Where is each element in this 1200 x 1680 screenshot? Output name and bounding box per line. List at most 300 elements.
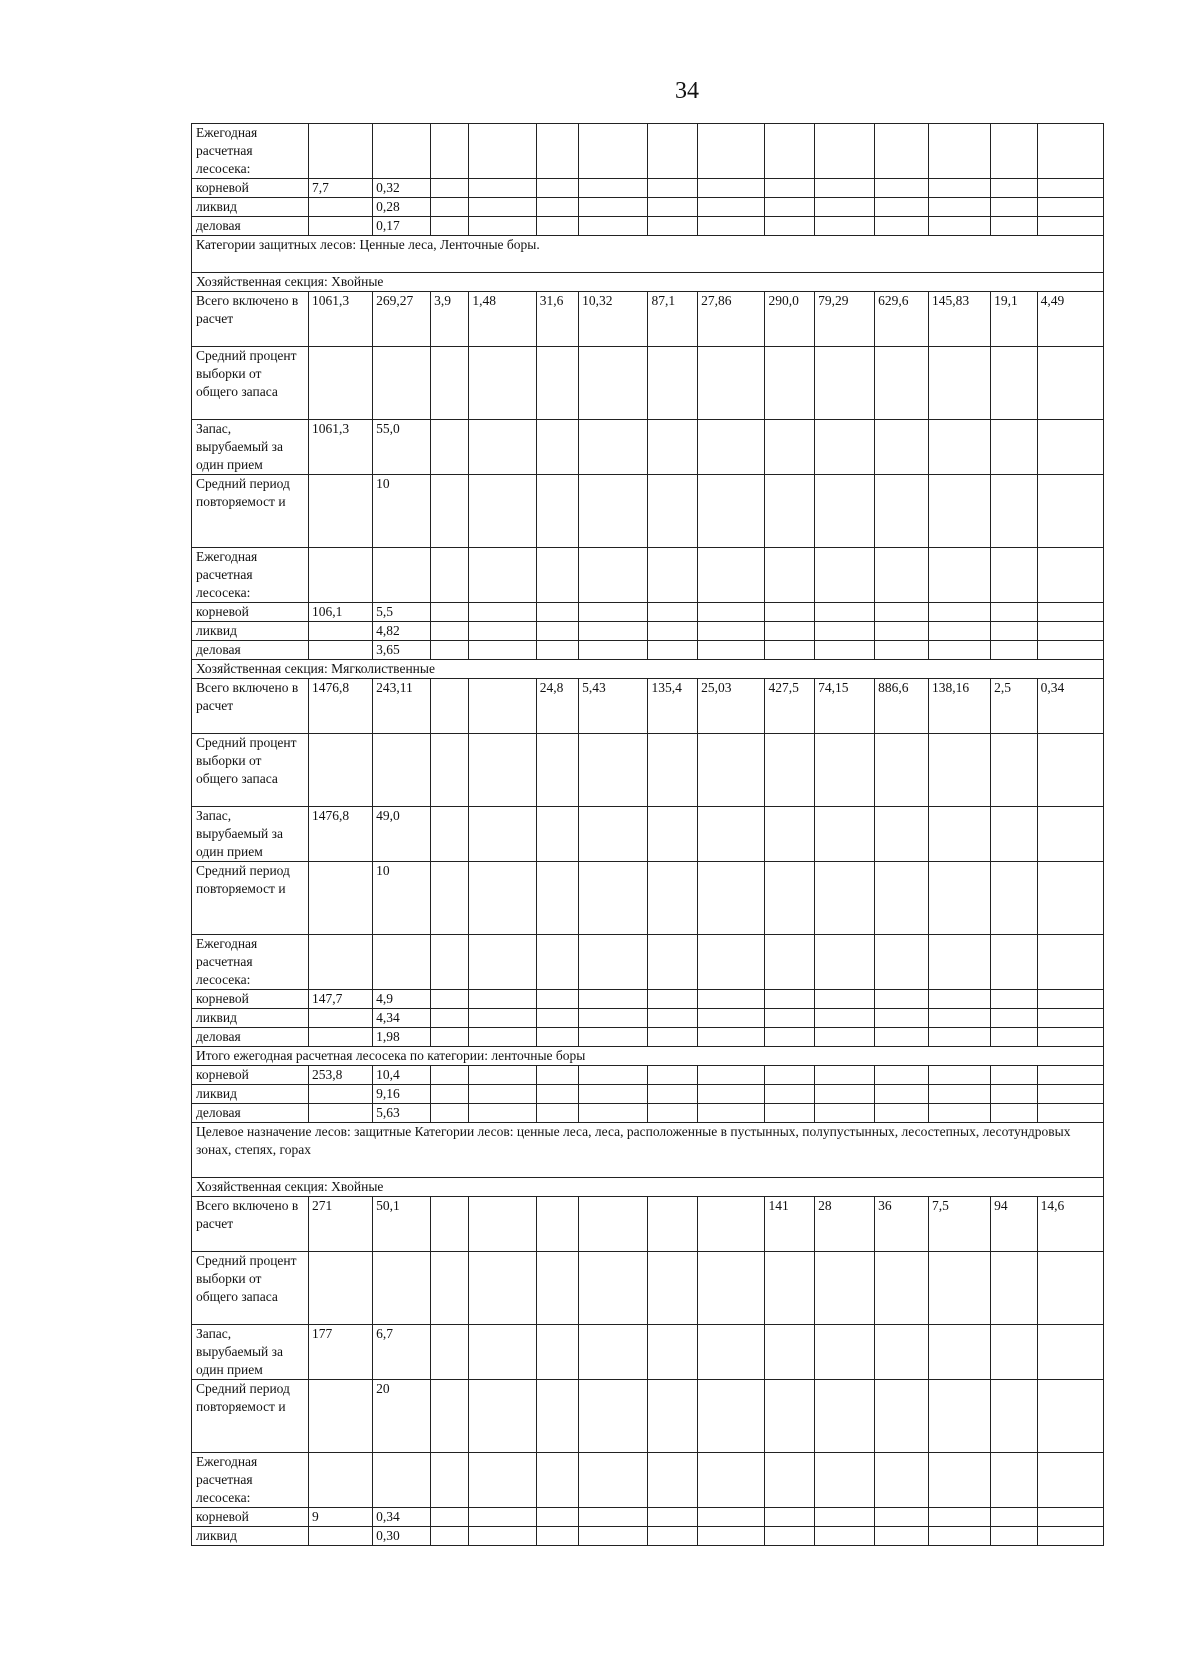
table-cell bbox=[536, 124, 578, 179]
table-cell bbox=[765, 935, 815, 990]
table-cell bbox=[469, 641, 536, 660]
table-cell bbox=[928, 603, 990, 622]
table-cell: 74,15 bbox=[815, 679, 875, 734]
table-cell: 629,6 bbox=[875, 292, 929, 347]
table-cell bbox=[536, 1066, 578, 1085]
table-cell: 4,82 bbox=[373, 622, 431, 641]
table-row bbox=[192, 807, 1104, 862]
table-cell bbox=[579, 347, 648, 420]
table-cell bbox=[928, 1028, 990, 1047]
table-cell bbox=[815, 347, 875, 420]
table-cell bbox=[431, 1252, 469, 1325]
table-cell bbox=[991, 347, 1038, 420]
table-cell bbox=[815, 622, 875, 641]
table-cell: 9,16 bbox=[373, 1085, 431, 1104]
table-cell bbox=[431, 179, 469, 198]
table-cell bbox=[928, 1325, 990, 1380]
table-cell: 4,34 bbox=[373, 1009, 431, 1028]
table-cell bbox=[991, 217, 1038, 236]
table-cell bbox=[579, 420, 648, 475]
table-cell bbox=[536, 1527, 578, 1546]
table-cell bbox=[579, 1325, 648, 1380]
row-label: ликвид bbox=[192, 198, 309, 217]
table-cell bbox=[698, 179, 765, 198]
table-cell bbox=[431, 1104, 469, 1123]
table-cell bbox=[815, 1380, 875, 1453]
section-header-row bbox=[192, 236, 1104, 273]
table-cell bbox=[815, 548, 875, 603]
table-cell bbox=[928, 1252, 990, 1325]
row-label: Ежегодная расчетная лесосека: bbox=[192, 548, 309, 603]
table-cell bbox=[308, 1380, 372, 1453]
table-cell bbox=[431, 622, 469, 641]
table-cell bbox=[648, 217, 698, 236]
table-cell bbox=[991, 622, 1038, 641]
table-cell bbox=[991, 862, 1038, 935]
table-cell bbox=[698, 420, 765, 475]
table-cell bbox=[875, 198, 929, 217]
table-cell bbox=[308, 124, 372, 179]
table-cell bbox=[1037, 807, 1103, 862]
table-cell bbox=[698, 1508, 765, 1527]
table-cell bbox=[648, 1028, 698, 1047]
table-cell bbox=[928, 124, 990, 179]
table-cell bbox=[991, 198, 1038, 217]
cutting-rate-table bbox=[191, 123, 1104, 1546]
table-cell bbox=[648, 347, 698, 420]
table-cell bbox=[698, 935, 765, 990]
table-cell bbox=[875, 217, 929, 236]
section-header-row bbox=[192, 1047, 1104, 1066]
table-cell bbox=[648, 475, 698, 548]
table-cell bbox=[536, 347, 578, 420]
table-cell bbox=[815, 935, 875, 990]
table-cell bbox=[1037, 347, 1103, 420]
table-cell bbox=[875, 1066, 929, 1085]
table-cell bbox=[431, 1197, 469, 1252]
table-cell bbox=[469, 548, 536, 603]
table-cell bbox=[928, 734, 990, 807]
table-cell bbox=[928, 1066, 990, 1085]
table-cell bbox=[373, 935, 431, 990]
table-cell bbox=[815, 1028, 875, 1047]
table-cell bbox=[875, 1380, 929, 1453]
table-cell bbox=[928, 548, 990, 603]
table-cell: 10,4 bbox=[373, 1066, 431, 1085]
table-cell: 25,03 bbox=[698, 679, 765, 734]
table-cell bbox=[579, 475, 648, 548]
table-cell: 5,63 bbox=[373, 1104, 431, 1123]
table-cell bbox=[815, 1085, 875, 1104]
table-cell: 5,43 bbox=[579, 679, 648, 734]
table-cell bbox=[928, 1380, 990, 1453]
section-header: Хозяйственная секция: Мягколиственные bbox=[192, 660, 1104, 679]
table-cell: 147,7 bbox=[308, 990, 372, 1009]
table-cell bbox=[536, 1028, 578, 1047]
row-label: ликвид bbox=[192, 1009, 309, 1028]
table-cell bbox=[308, 198, 372, 217]
table-cell bbox=[875, 622, 929, 641]
table-cell bbox=[698, 475, 765, 548]
row-label: Средний период повторяемост и bbox=[192, 475, 309, 548]
table-cell bbox=[431, 734, 469, 807]
table-cell bbox=[765, 603, 815, 622]
table-cell bbox=[815, 1252, 875, 1325]
table-cell bbox=[431, 641, 469, 660]
table-cell bbox=[536, 990, 578, 1009]
table-row bbox=[192, 603, 1104, 622]
table-cell: 4,9 bbox=[373, 990, 431, 1009]
table-cell bbox=[648, 1325, 698, 1380]
table-cell bbox=[698, 548, 765, 603]
table-cell bbox=[875, 1527, 929, 1546]
table-cell bbox=[928, 217, 990, 236]
table-cell bbox=[648, 990, 698, 1009]
section-header-row bbox=[192, 273, 1104, 292]
table-cell bbox=[875, 1325, 929, 1380]
table-cell bbox=[698, 1085, 765, 1104]
table-cell bbox=[991, 1508, 1038, 1527]
table-row bbox=[192, 347, 1104, 420]
table-row bbox=[192, 1380, 1104, 1453]
table-cell bbox=[431, 1009, 469, 1028]
table-cell bbox=[765, 1527, 815, 1546]
table-cell: 36 bbox=[875, 1197, 929, 1252]
table-cell bbox=[928, 1104, 990, 1123]
table-cell bbox=[536, 179, 578, 198]
table-cell bbox=[431, 1380, 469, 1453]
table-cell bbox=[765, 475, 815, 548]
table-cell bbox=[469, 124, 536, 179]
table-cell bbox=[765, 862, 815, 935]
table-cell bbox=[373, 548, 431, 603]
table-cell bbox=[308, 1028, 372, 1047]
table-cell bbox=[648, 420, 698, 475]
table-cell bbox=[536, 1508, 578, 1527]
table-cell: 9 bbox=[308, 1508, 372, 1527]
table-cell: 243,11 bbox=[373, 679, 431, 734]
table-cell: 7,7 bbox=[308, 179, 372, 198]
table-cell bbox=[815, 1066, 875, 1085]
table-cell bbox=[648, 807, 698, 862]
table-cell bbox=[991, 935, 1038, 990]
row-label: ликвид bbox=[192, 1527, 309, 1546]
table-cell bbox=[765, 1028, 815, 1047]
table-cell: 79,29 bbox=[815, 292, 875, 347]
table-cell bbox=[579, 198, 648, 217]
row-label: корневой bbox=[192, 1508, 309, 1527]
table-cell: 269,27 bbox=[373, 292, 431, 347]
table-cell bbox=[308, 1085, 372, 1104]
table-cell bbox=[579, 1085, 648, 1104]
table-cell bbox=[698, 1325, 765, 1380]
table-cell bbox=[698, 1380, 765, 1453]
table-cell bbox=[373, 124, 431, 179]
table-cell bbox=[579, 622, 648, 641]
table-row bbox=[192, 1508, 1104, 1527]
table-cell bbox=[431, 990, 469, 1009]
table-cell bbox=[815, 734, 875, 807]
table-cell bbox=[431, 198, 469, 217]
table-cell bbox=[579, 1009, 648, 1028]
table-cell bbox=[815, 603, 875, 622]
row-label: деловая bbox=[192, 641, 309, 660]
table-cell bbox=[469, 807, 536, 862]
table-cell: 28 bbox=[815, 1197, 875, 1252]
table-cell bbox=[579, 734, 648, 807]
table-cell: 49,0 bbox=[373, 807, 431, 862]
table-cell bbox=[431, 217, 469, 236]
table-row bbox=[192, 1085, 1104, 1104]
table-cell bbox=[536, 622, 578, 641]
section-header-row bbox=[192, 1178, 1104, 1197]
table-cell bbox=[875, 347, 929, 420]
table-cell bbox=[698, 124, 765, 179]
table-row bbox=[192, 1009, 1104, 1028]
table-cell bbox=[765, 1325, 815, 1380]
table-cell bbox=[991, 990, 1038, 1009]
table-cell bbox=[648, 622, 698, 641]
table-cell bbox=[431, 1066, 469, 1085]
table-cell bbox=[765, 1453, 815, 1508]
table-cell bbox=[536, 603, 578, 622]
table-cell: 0,34 bbox=[373, 1508, 431, 1527]
table-cell bbox=[698, 1028, 765, 1047]
row-label: деловая bbox=[192, 217, 309, 236]
table-cell bbox=[875, 124, 929, 179]
section-header: Хозяйственная секция: Хвойные bbox=[192, 1178, 1104, 1197]
table-cell: 106,1 bbox=[308, 603, 372, 622]
row-label: Запас, вырубаемый за один прием bbox=[192, 807, 309, 862]
table-cell bbox=[579, 179, 648, 198]
table-cell bbox=[698, 990, 765, 1009]
table-cell bbox=[308, 1527, 372, 1546]
row-label: Запас, вырубаемый за один прием bbox=[192, 1325, 309, 1380]
table-row bbox=[192, 420, 1104, 475]
table-row bbox=[192, 1252, 1104, 1325]
table-cell bbox=[698, 217, 765, 236]
table-row bbox=[192, 217, 1104, 236]
table-cell bbox=[698, 641, 765, 660]
table-cell bbox=[308, 641, 372, 660]
table-cell bbox=[308, 1009, 372, 1028]
section-header: Категории защитных лесов: Ценные леса, Ленточные боры. bbox=[192, 236, 1104, 273]
table-cell bbox=[928, 420, 990, 475]
table-cell bbox=[469, 679, 536, 734]
table-cell bbox=[875, 548, 929, 603]
table-cell bbox=[469, 603, 536, 622]
table-cell bbox=[648, 935, 698, 990]
table-cell bbox=[765, 1009, 815, 1028]
table-cell bbox=[431, 347, 469, 420]
table-cell bbox=[928, 1527, 990, 1546]
table-cell: 1476,8 bbox=[308, 679, 372, 734]
table-cell bbox=[1037, 1104, 1103, 1123]
row-label: корневой bbox=[192, 1066, 309, 1085]
table-cell bbox=[1037, 420, 1103, 475]
row-label: Средний процент выборки от общего запаса bbox=[192, 347, 309, 420]
table-cell bbox=[579, 1252, 648, 1325]
table-cell bbox=[579, 603, 648, 622]
table-cell bbox=[991, 807, 1038, 862]
table-cell: 177 bbox=[308, 1325, 372, 1380]
table-cell: 135,4 bbox=[648, 679, 698, 734]
table-cell bbox=[469, 1197, 536, 1252]
table-cell: 0,32 bbox=[373, 179, 431, 198]
table-cell bbox=[698, 1009, 765, 1028]
table-cell bbox=[815, 990, 875, 1009]
table-cell bbox=[469, 198, 536, 217]
table-cell bbox=[469, 1104, 536, 1123]
table-cell bbox=[1037, 935, 1103, 990]
table-cell: 1,48 bbox=[469, 292, 536, 347]
table-cell bbox=[815, 179, 875, 198]
table-cell bbox=[991, 179, 1038, 198]
section-header-row bbox=[192, 1123, 1104, 1178]
table-cell bbox=[698, 1453, 765, 1508]
table-cell bbox=[579, 990, 648, 1009]
table-cell bbox=[469, 1085, 536, 1104]
table-row bbox=[192, 1527, 1104, 1546]
table-cell bbox=[765, 124, 815, 179]
table-cell bbox=[469, 420, 536, 475]
table-cell bbox=[431, 679, 469, 734]
table-cell bbox=[991, 1527, 1038, 1546]
table-cell: 1061,3 bbox=[308, 420, 372, 475]
table-cell bbox=[875, 734, 929, 807]
table-cell: 290,0 bbox=[765, 292, 815, 347]
table-cell bbox=[991, 1028, 1038, 1047]
table-cell bbox=[765, 347, 815, 420]
table-cell bbox=[875, 1104, 929, 1123]
table-cell bbox=[765, 217, 815, 236]
table-cell bbox=[469, 347, 536, 420]
table-cell bbox=[765, 198, 815, 217]
row-label: ликвид bbox=[192, 622, 309, 641]
table-cell bbox=[648, 179, 698, 198]
row-label: Всего включено в расчет bbox=[192, 1197, 309, 1252]
table-cell bbox=[698, 862, 765, 935]
table-cell: 27,86 bbox=[698, 292, 765, 347]
table-cell: 271 bbox=[308, 1197, 372, 1252]
table-cell bbox=[698, 1066, 765, 1085]
table-cell bbox=[579, 548, 648, 603]
table-cell: 0,30 bbox=[373, 1527, 431, 1546]
row-label: корневой bbox=[192, 990, 309, 1009]
table-cell bbox=[579, 124, 648, 179]
table-cell bbox=[991, 1104, 1038, 1123]
table-cell bbox=[648, 1380, 698, 1453]
table-cell bbox=[815, 1508, 875, 1527]
table-cell bbox=[1037, 1009, 1103, 1028]
section-header: Хозяйственная секция: Хвойные bbox=[192, 273, 1104, 292]
table-cell bbox=[469, 734, 536, 807]
row-label: Всего включено в расчет bbox=[192, 292, 309, 347]
table-cell bbox=[431, 1028, 469, 1047]
table-cell bbox=[579, 1104, 648, 1123]
table-cell: 50,1 bbox=[373, 1197, 431, 1252]
table-cell: 10,32 bbox=[579, 292, 648, 347]
table-cell bbox=[308, 475, 372, 548]
table-cell bbox=[875, 807, 929, 862]
table-cell bbox=[648, 641, 698, 660]
table-cell bbox=[875, 862, 929, 935]
table-cell bbox=[648, 734, 698, 807]
table-cell bbox=[308, 1453, 372, 1508]
table-cell: 87,1 bbox=[648, 292, 698, 347]
table-cell bbox=[469, 1325, 536, 1380]
table-cell: 55,0 bbox=[373, 420, 431, 475]
table-cell bbox=[579, 1527, 648, 1546]
table-cell bbox=[991, 548, 1038, 603]
table-cell: 0,34 bbox=[1037, 679, 1103, 734]
table-cell bbox=[928, 198, 990, 217]
table-cell bbox=[991, 734, 1038, 807]
table-cell: 886,6 bbox=[875, 679, 929, 734]
table-row bbox=[192, 475, 1104, 548]
row-label: Средний процент выборки от общего запаса bbox=[192, 1252, 309, 1325]
table-cell bbox=[579, 1028, 648, 1047]
table-row bbox=[192, 641, 1104, 660]
table-cell bbox=[431, 807, 469, 862]
table-cell bbox=[928, 1085, 990, 1104]
table-cell bbox=[579, 1066, 648, 1085]
table-cell bbox=[469, 1028, 536, 1047]
table-cell bbox=[698, 1252, 765, 1325]
table-cell bbox=[308, 622, 372, 641]
table-cell bbox=[373, 1453, 431, 1508]
table-cell bbox=[648, 1085, 698, 1104]
table-cell bbox=[431, 124, 469, 179]
table-cell: 6,7 bbox=[373, 1325, 431, 1380]
table-cell bbox=[469, 1508, 536, 1527]
table-cell: 19,1 bbox=[991, 292, 1038, 347]
table-cell bbox=[648, 1252, 698, 1325]
table-cell bbox=[698, 734, 765, 807]
row-label: корневой bbox=[192, 603, 309, 622]
table-row bbox=[192, 862, 1104, 935]
table-cell bbox=[928, 475, 990, 548]
table-cell bbox=[928, 935, 990, 990]
table-cell bbox=[815, 198, 875, 217]
table-cell: 24,8 bbox=[536, 679, 578, 734]
table-cell bbox=[875, 1252, 929, 1325]
table-cell bbox=[469, 935, 536, 990]
table-cell bbox=[991, 1252, 1038, 1325]
table-row bbox=[192, 935, 1104, 990]
table-cell bbox=[815, 1527, 875, 1546]
table-cell bbox=[648, 1009, 698, 1028]
table-cell: 31,6 bbox=[536, 292, 578, 347]
row-label: деловая bbox=[192, 1104, 309, 1123]
table-cell bbox=[469, 1252, 536, 1325]
table-cell bbox=[536, 1453, 578, 1508]
page-number: 34 bbox=[675, 78, 699, 104]
table-cell: 20 bbox=[373, 1380, 431, 1453]
table-cell bbox=[815, 475, 875, 548]
table-cell bbox=[469, 1380, 536, 1453]
table-cell bbox=[431, 420, 469, 475]
table-cell bbox=[1037, 475, 1103, 548]
table-cell bbox=[928, 641, 990, 660]
table-cell bbox=[698, 1197, 765, 1252]
table-cell bbox=[536, 548, 578, 603]
table-cell bbox=[469, 990, 536, 1009]
table-cell bbox=[765, 179, 815, 198]
row-label: Ежегодная расчетная лесосека: bbox=[192, 1453, 309, 1508]
table-cell bbox=[308, 217, 372, 236]
table-cell bbox=[1037, 1527, 1103, 1546]
